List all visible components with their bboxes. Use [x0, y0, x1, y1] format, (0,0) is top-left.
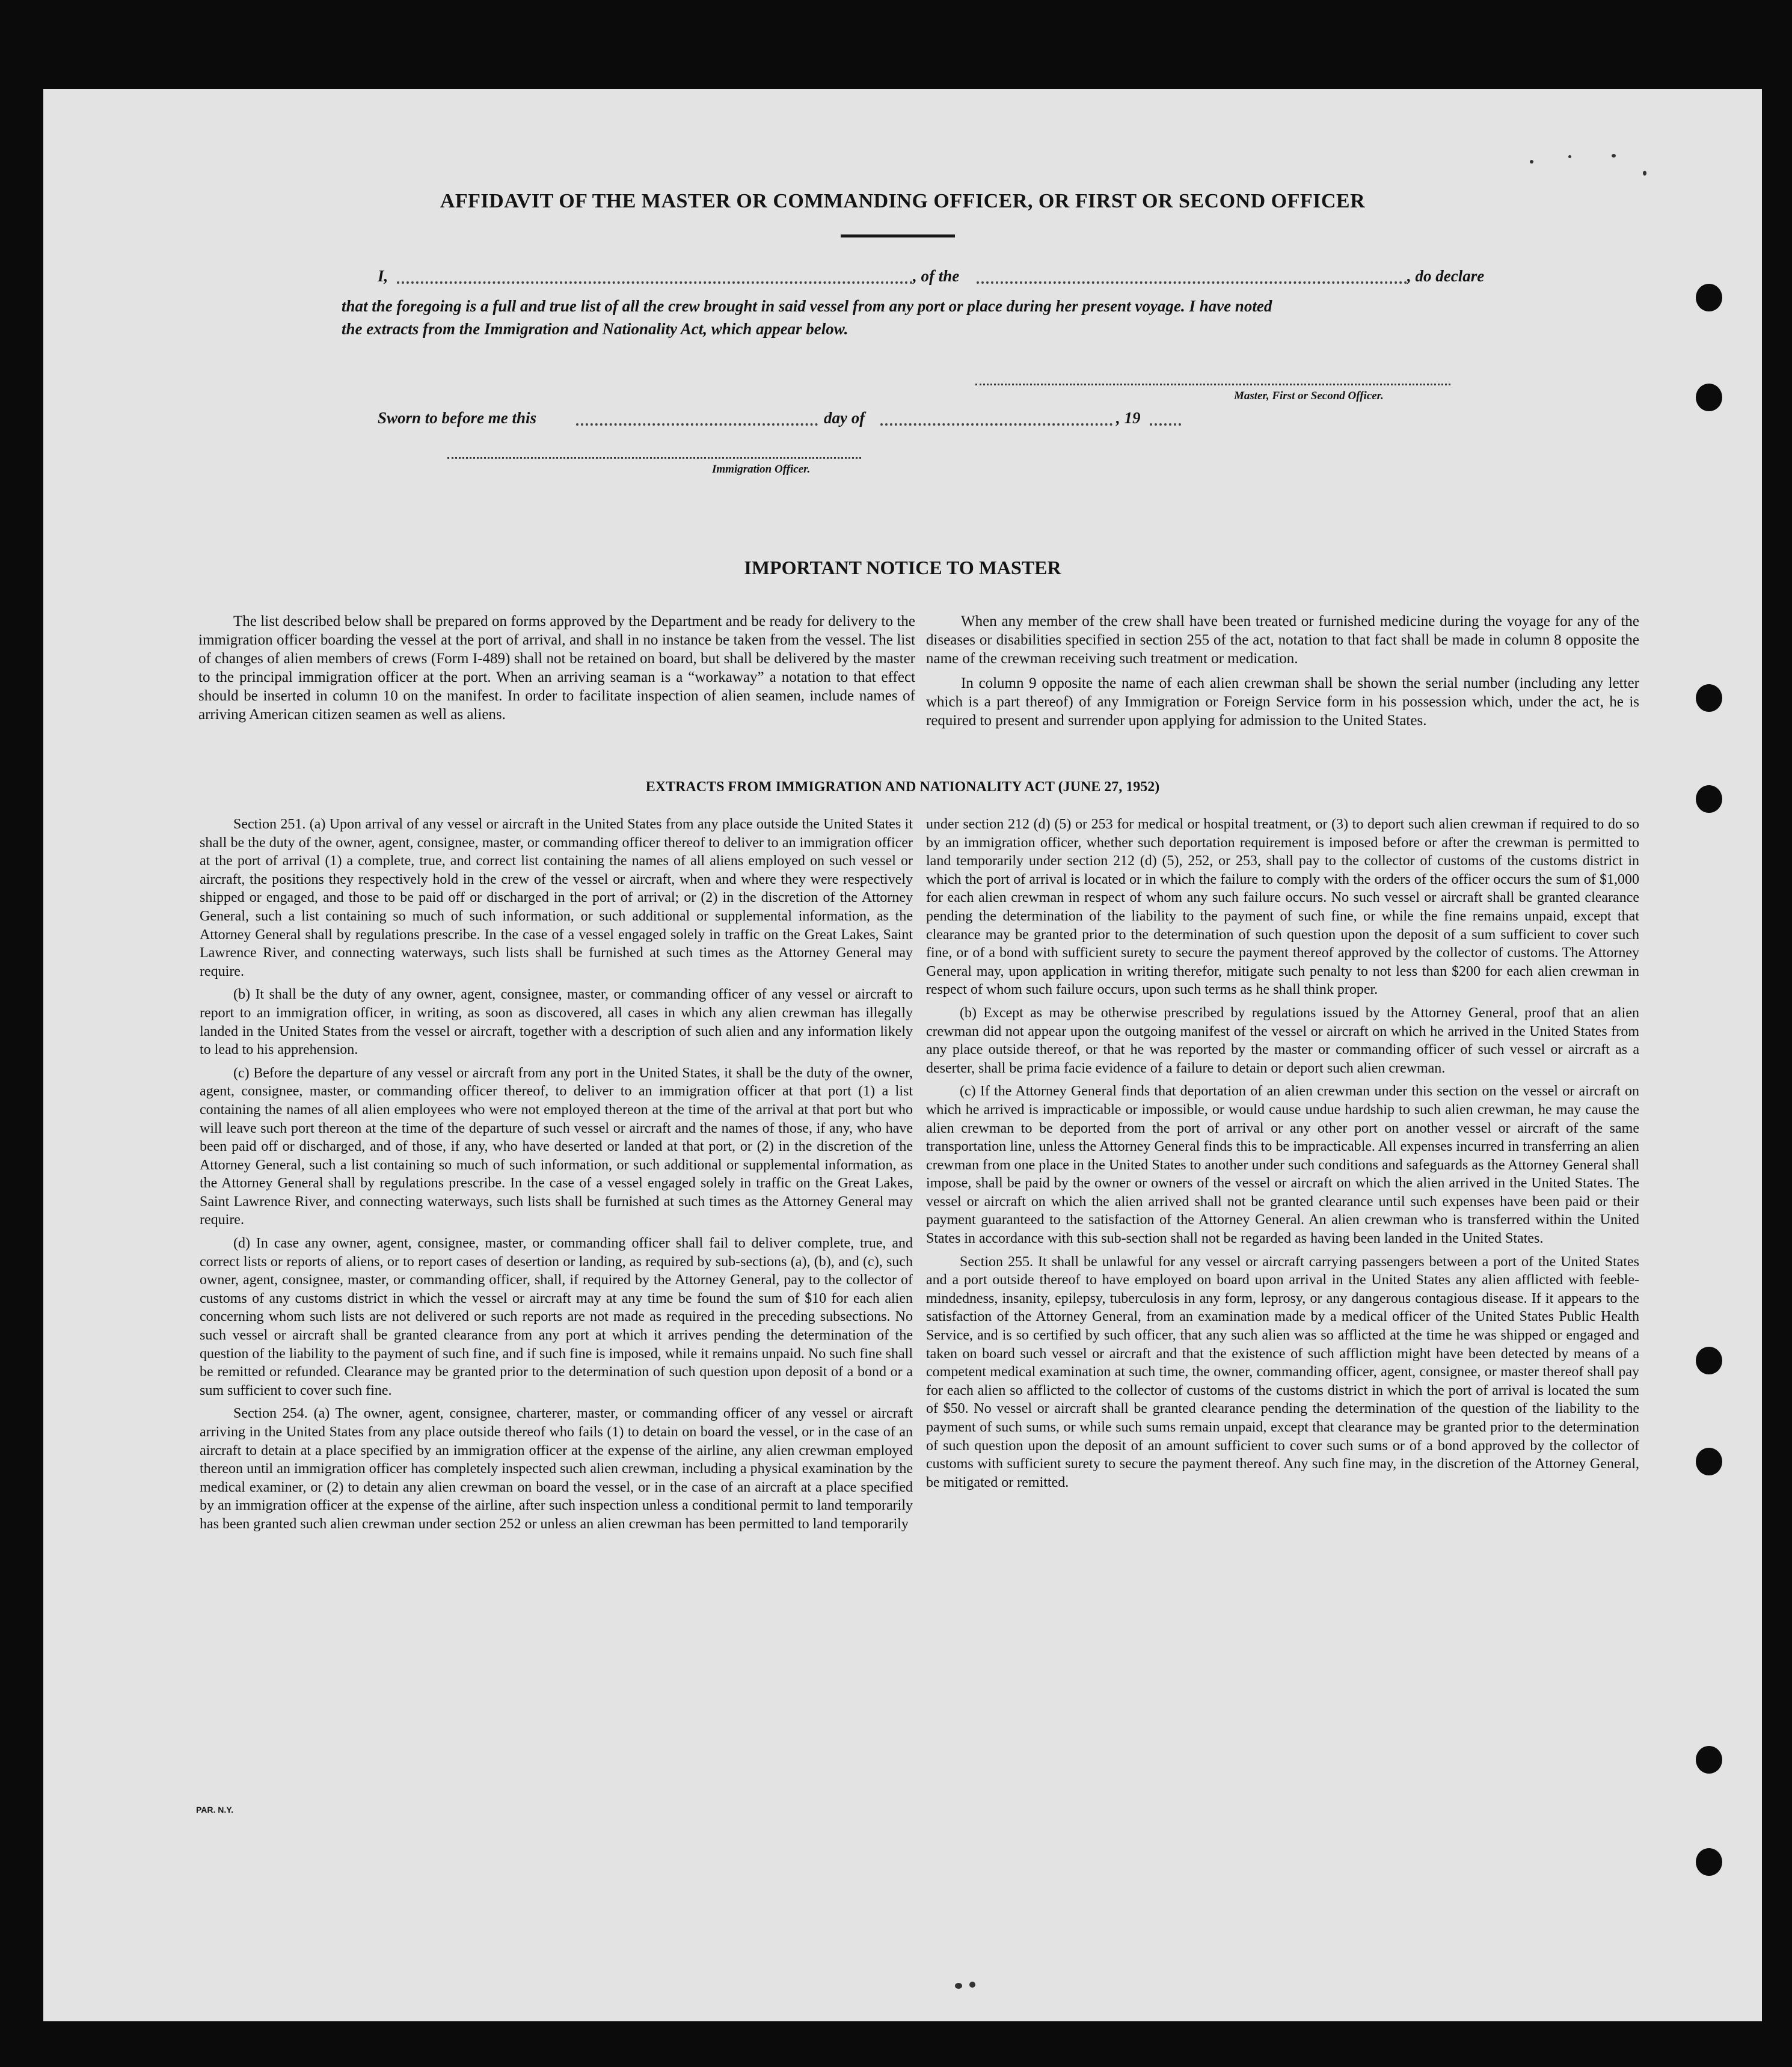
- extracts-right-column: [926, 815, 1639, 1496]
- notice-right-paragraph-1: When any member of the crew shall have been treated or furnished medicine during the voyage for any of the diseases or disabilities specified in section 255 of the act, notation to that fact shall be made in column 8 opposite the name of the crewman receiving such treatment or medication.: [926, 613, 1639, 667]
- master-signature-line[interactable]: [975, 384, 1450, 385]
- binder-hole: [1696, 284, 1722, 311]
- binder-hole: [1696, 785, 1722, 813]
- master-signature-label: Master, First or Second Officer.: [1234, 390, 1384, 402]
- day-of-label: day of: [824, 409, 865, 427]
- speck: [1643, 171, 1646, 176]
- section-255: Section 255. It shall be unlawful for any vessel or aircraft carrying passengers between a port of the United States and a port outside thereof to have employed on board upon arrival in the United States any alien afflicted with feeble-mindedness, insanity, epilepsy, tuberculosis in any form, leprosy, or any dangerous contagious disease. If it appears to the satisfaction of the Attorney General, from an examination made by a medical officer of the United States Public Health Service, and is so certified by such officer, that any such alien was so afflicted at the time he was shipped or engaged and taken on board such vessel or aircraft and that the existence of such affliction might have been detected by means of a competent medical examination at such time, the owner, commanding officer, agent, consignee, or master thereof shall pay for each alien so afflicted to the collector of customs of the customs district in which the port of arrival is located the sum of $50. No vessel or aircraft shall be granted clearance pending the determination of the question of the liability to the payment of such sums, or while such sums remain unpaid, except that clearance may be granted prior to the determination of such question upon the deposit of an amount sufficient to cover such sums or of a bond approved by the collector of customs with sufficient surety to secure the payment thereof. Any such fine may, in the discretion of the Attorney General, be mitigated or remitted.: [926, 1254, 1639, 1490]
- affidavit-title: AFFIDAVIT OF THE MASTER OR COMMANDING OFFICER, OR FIRST OR SECOND OFFICER: [440, 190, 1366, 212]
- vessel-blank[interactable]: [977, 281, 1407, 284]
- sworn-year-blank[interactable]: [1150, 423, 1181, 426]
- section-251c: (c) Before the departure of any vessel or aircraft from any port in the United States, it shall be the duty of the owner, agent, consignee, master, or commanding officer thereof, to deliver to an immigration officer at that port (1) a list containing the names of all alien employees who were not employed thereon at the time of the arrival at that port but who will leave such port thereon at the time of the departure of such vessel or aircraft and the names of those, if any, who have been paid off or discharged, and of those, if any, who have deserted or landed at that port, or (2) in the discretion of the Attorney General, such a list containing so much of such information, or such additional or supplemental information, as the Attorney General shall by regulations prescribe. In the case of a vessel engaged solely in traffic on the Great Lakes, Saint Lawrence River, and connecting waterways, such lists shall be furnished at such times as the Attorney General may require.: [200, 1065, 913, 1228]
- speck: [1612, 154, 1616, 158]
- speck: [969, 1982, 975, 1988]
- notice-left-paragraph: The list described below shall be prepared on forms approved by the Department and be ready for delivery to the immigration officer boarding the vessel at the port of arrival, and shall in no instance be taken from the vessel. The list of changes of alien members of crews (Form I-489) shall not be retained on board, but shall be delivered by the master to the principal immigration officer at the port. When an arriving seaman is a “workaway” a notation to that effect should be inserted in column 10 on the manifest. In order to facilitate inspection of alien seamen, include names of arriving American citizen seamen as well as aliens.: [198, 613, 915, 723]
- notice-right-paragraph-2: In column 9 opposite the name of each alien crewman shall be shown the serial number (including any letter which is a part thereof) of any Immigration or Foreign Service form in his possession which, under the act, he is required to present and surrender upon applying for admission to the United States.: [926, 675, 1639, 729]
- section-254b: (b) Except as may be otherwise prescribed by regulations issued by the Attorney General, proof that an alien crewman did not appear upon the outgoing manifest of the vessel or aircraft on which he arrived in the United States from any place outside thereof, or that he was reported by the master or commanding officer of such vessel or aircraft as a deserter, shall be prima facie evidence of a failure to detain or deport such alien crewman.: [926, 1005, 1639, 1076]
- speck: [955, 1983, 962, 1989]
- declaration-line-2: that the foregoing is a full and true list of all the crew brought in said vessel from any port or place during her present voyage. I have noted: [342, 297, 1272, 315]
- form-sheet: [43, 89, 1762, 2021]
- declare-of-the: , of the: [913, 267, 960, 285]
- section-251b: (b) It shall be the duty of any owner, agent, consignee, master, or commanding officer of any vessel or aircraft to report to an immigration officer, in writing, as soon as discovered, all cases in which any alien crewman has illegally landed in the United States from the vessel or aircraft, together with a description of such alien and any information likely to lead to his apprehension.: [200, 987, 913, 1058]
- binder-hole: [1696, 384, 1722, 411]
- notice-title: IMPORTANT NOTICE TO MASTER: [744, 557, 1061, 578]
- speck: [1568, 155, 1571, 158]
- declare-do-declare: , do declare: [1407, 267, 1485, 285]
- section-251a: Section 251. (a) Upon arrival of any vessel or aircraft in the United States from any place outside the United States it shall be the duty of the owner, agent, consignee, master, or commanding officer thereof to deliver to an immigration officer at the port of arrival (1) a complete, true, and correct list containing the names of all aliens employed on such vessel or aircraft, the positions they respectively hold in the crew of the vessel or aircraft, when and where they were respectively shipped or engaged, and those to be paid off or discharged in the port of arrival; or (2) in the discretion of the Attorney General, such a list containing so much of such information, or such additional or supplemental information, as the Attorney General shall by regulations prescribe. In the case of a vessel engaged solely in traffic on the Great Lakes, Saint Lawrence River, and connecting waterways, such lists shall be furnished at such times as the Attorney General may require.: [200, 816, 913, 979]
- printer-mark: PAR. N.Y.: [196, 1805, 233, 1814]
- extracts-title: EXTRACTS FROM IMMIGRATION AND NATIONALITY ACT (JUNE 27, 1952): [645, 779, 1160, 795]
- section-251d: (d) In case any owner, agent, consignee, master, or commanding officer shall fail to deliver complete, true, and correct lists or reports of aliens, or to report cases of desertion or landing, as required by sub-sections (a), (b), and (c), such owner, agent, consignee, master, or commanding officer, shall, if required by the Attorney General, pay to the collector of customs of any customs district in which the vessel or aircraft may at any time be found the sum of $10 for each alien concerning whom such lists are not delivered or such reports are not made as required in the preceding subsections. No such vessel or aircraft shall be granted clearance from any port at which it arrives pending the determination of the question of the liability to the payment of such fine, and if such fine is imposed, while it remains unpaid. No such fine shall be remitted or refunded. Clearance may be granted prior to the determination of such question upon deposit of a bond or a sum sufficient to cover such fine.: [200, 1236, 913, 1398]
- section-254a: Section 254. (a) The owner, agent, consignee, charterer, master, or commanding officer of any vessel or aircraft arriving in the United States from any place outside thereof who fails (1) to detain on board the vessel, or in the case of an aircraft to detain at a place specified by an immigration officer at the expense of the airline, any alien crewman employed thereon until an immigration officer has completely inspected such alien crewman, including a physical examination by the medical examiner, or (2) to detain any alien crewman on board the vessel, or in the case of an aircraft at a place specified by an immigration officer at the expense of the airline, after such inspection unless a conditional permit to land temporarily has been granted such alien crewman under section 252 or unless an alien crewman has been permitted to land temporarily: [200, 1406, 913, 1532]
- immigration-signature-label: Immigration Officer.: [712, 463, 811, 476]
- extracts-left-column: [200, 815, 913, 1539]
- sworn-month-blank[interactable]: [880, 423, 1112, 426]
- binder-hole: [1696, 1347, 1722, 1374]
- binder-hole: [1696, 1448, 1722, 1475]
- binder-hole: [1696, 1848, 1722, 1876]
- binder-hole: [1696, 1746, 1722, 1774]
- sworn-label: Sworn to before me this: [378, 409, 537, 427]
- declaration-line-3: the extracts from the Immigration and Nationality Act, which appear below.: [342, 320, 848, 338]
- notice-left-column: [198, 612, 915, 730]
- notice-right-column: [926, 612, 1639, 736]
- title-underline: [841, 234, 955, 237]
- section-254c: (c) If the Attorney General finds that deportation of an alien crewman under this section on the vessel or aircraft on which he arrived is impracticable or impossible, or would cause undue hardship to such alien crewman, he may cause the alien crewman to be deported from the port of arrival or any other port on another vessel or aircraft of the same transportation line, unless the Attorney General finds this to be impracticable. All expenses incurred in transferring an alien crewman from one place in the United States to another under such conditions and safeguards as the Attorney General shall impose, shall be paid by the owner or owners of the vessel or aircraft on which the alien arrived in the United States. The vessel or aircraft on which the alien arrived shall not be granted clearance until such expenses have been paid or their payment guaranteed to the satisfaction of the Attorney General. An alien crewman who is transferred within the United States in accordance with this sub-section shall not be regarded as having been landed in the United States.: [926, 1083, 1639, 1247]
- declare-i: I,: [378, 267, 388, 285]
- immigration-signature-line[interactable]: [447, 457, 861, 459]
- year-label: , 19: [1116, 409, 1141, 427]
- speck: [1530, 160, 1533, 164]
- binder-hole: [1696, 684, 1722, 712]
- section-254a-continued: under section 212 (d) (5) or 253 for medical or hospital treatment, or (3) to deport such alien crewman if required to do so by an immigration officer, whether such deportation requirement is imposed before or after the crewman is permitted to land temporarily under section 212 (d) (5), 252, or 253, shall pay to the collector of customs of the customs district in which the port of arrival is located or in which the failure to comply with the orders of the officer occurs the sum of $1,000 for each alien crewman in respect of whom any such failure occurs. No such vessel or aircraft shall be granted clearance pending the determination of the liability to the payment of such fine, or while the fine remains unpaid, except that clearance may be granted prior to the determination of such question upon the deposit of a sum sufficient to cover such fine, or of a bond with sufficient surety to secure the payment thereof approved by the collector of customs. The Attorney General may, upon application in writing therefor, mitigate such penalty to not less than $200 for each alien crewman in respect of whom such failure occurs, upon such terms as he shall think proper.: [926, 816, 1639, 998]
- sworn-day-blank[interactable]: [576, 423, 818, 426]
- name-blank[interactable]: [397, 281, 913, 284]
